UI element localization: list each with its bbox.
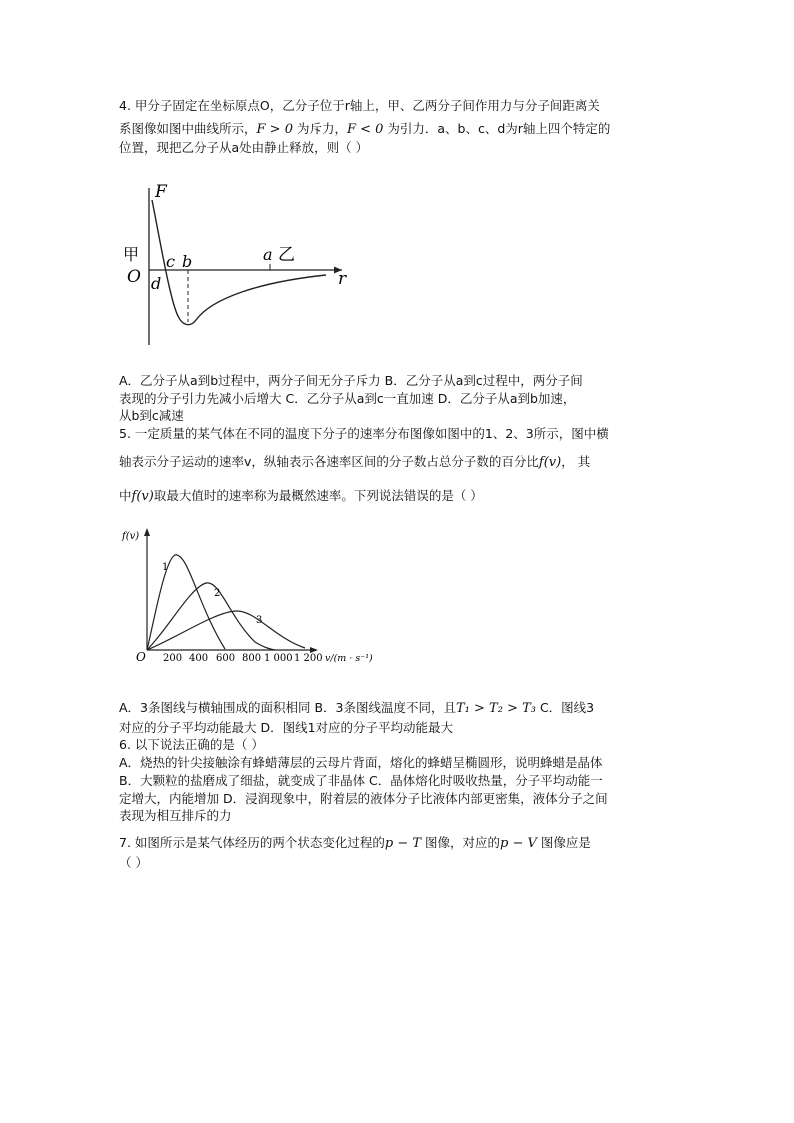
q5-math-temperature-order: T₁ > T₂ > T₃ xyxy=(456,701,536,716)
q5-origin-label: O xyxy=(136,650,146,664)
q5-curve-3-label: 3 xyxy=(256,615,263,626)
q6-line-1: 6. 以下说法正确的是（ ） xyxy=(119,737,264,752)
q5-tick-200: 200 xyxy=(163,653,183,664)
q5-curve-1-label: 1 xyxy=(162,562,169,573)
q6-options-line-1: A．烧热的针尖接触涂有蜂蜡薄层的云母片背面，熔化的蜂蜡呈椭圆形，说明蜂蜡是晶体 xyxy=(119,755,603,770)
q4-line-1: 4. 甲分子固定在坐标原点O，乙分子位于r轴上，甲、乙两分子间作用力与分子间距离关 xyxy=(119,98,600,113)
q4-label-jia: 甲 xyxy=(123,245,140,264)
q6-options-line-3: 定增大，内能增加 D．浸润现象中，附着层的液体分子比液体内部更密集，液体分子之间 xyxy=(119,791,608,806)
q5-line-1: 5. 一定质量的某气体在不同的温度下分子的速率分布图像如图中的1、2、3所示，图中横 xyxy=(119,426,609,441)
q5-y-arrow xyxy=(144,528,150,536)
q5-speed-distribution-figure xyxy=(120,526,385,666)
q5-distribution-svg xyxy=(120,526,385,666)
q4-label-r: r xyxy=(338,269,347,289)
q7-line-2: （ ） xyxy=(119,855,148,870)
q5-math-fv-2: f(v) xyxy=(131,489,154,504)
q4-label-yi: 乙 xyxy=(278,245,295,265)
q4-label-b: b xyxy=(182,252,193,271)
q5-tick-800: 800 xyxy=(242,653,262,664)
q5-x-label: v/(m · s⁻¹) xyxy=(325,653,373,664)
q5-options-line-1: A．3条图线与横轴围成的面积相同 B．3条图线温度不同，且T₁ > T₂ > T₃ C．图线3 xyxy=(119,700,595,716)
q5-tick-1200: 1 200 xyxy=(294,653,323,664)
q5-curve-2-label: 2 xyxy=(214,588,221,599)
q5-line-3: 中f(v)取最大值时的速率称为最概然速率。下列说法错误的是（ ） xyxy=(119,488,483,504)
q4-force-curve-svg xyxy=(120,180,370,350)
q6-options-line-4: 表现为相互排斥的力 xyxy=(119,808,232,823)
q4-label-c: c xyxy=(166,252,175,271)
q5-line-2: 轴表示分子运动的速率v，纵轴表示各速率区间的分子数占总分子数的百分比f(v)， 其 xyxy=(119,454,591,470)
q4-force-curve xyxy=(152,200,326,325)
q4-math-repulsion: F > 0 xyxy=(256,122,293,137)
q4-options-line-3: 从b到c减速 xyxy=(119,408,184,423)
q7-math-pT: p − T xyxy=(384,836,422,851)
q5-math-fv-1: f(v) xyxy=(538,455,562,470)
q5-options-line-2: 对应的分子平均动能最大 D．图线1对应的分子平均动能最大 xyxy=(119,720,454,735)
q5-tick-600: 600 xyxy=(216,653,236,664)
q5-tick-1000: 1 000 xyxy=(264,653,293,664)
q4-options-line-1: A．乙分子从a到b过程中，两分子间无分子斥力 B．乙分子从a到c过程中，两分子间 xyxy=(119,373,583,388)
q4-label-a: a xyxy=(263,245,273,264)
q4-label-F: F xyxy=(155,182,167,202)
q4-label-d: d xyxy=(151,274,162,293)
q4-force-distance-figure xyxy=(120,180,370,350)
q7-math-pV: p − V xyxy=(500,836,537,851)
q7-line-1: 7. 如图所示是某气体经历的两个状态变化过程的p − T 图像，对应的p − V 图像应是 xyxy=(119,835,591,851)
q5-tick-400: 400 xyxy=(189,653,209,664)
q4-line-2: 系图像如图中曲线所示，F > 0 为斥力，F < 0 为引力．a、b、c、d为r轴上四个特定的 xyxy=(119,121,611,137)
q5-curve-3 xyxy=(147,611,305,650)
q6-options-line-2: B．大颗粒的盐磨成了细盐，就变成了非晶体 C．晶体熔化时吸收热量，分子平均动能一 xyxy=(119,773,603,788)
q4-options-line-2: 表现的分子引力先减小后增大 C．乙分子从a到c一直加速 D．乙分子从a到b加速， xyxy=(119,391,576,406)
q5-y-label: f(v) xyxy=(122,531,140,542)
q4-line-3: 位置，现把乙分子从a处由静止释放，则（ ） xyxy=(119,140,369,155)
q4-label-O: O xyxy=(127,267,141,287)
q4-math-attraction: F < 0 xyxy=(346,122,384,137)
